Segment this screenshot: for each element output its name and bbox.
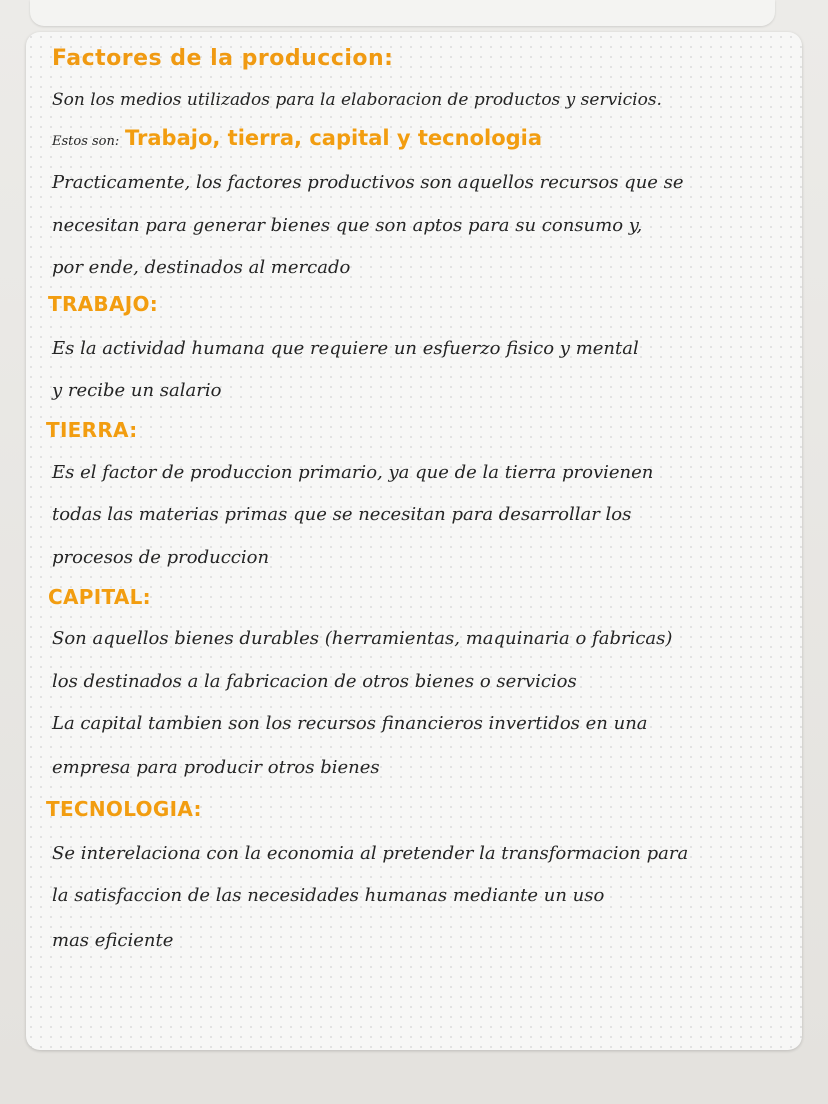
page-title: Factores de la produccion: xyxy=(52,46,394,71)
heading-trabajo: TRABAJO: xyxy=(48,292,159,316)
capital-line-4: empresa para producir otros bienes xyxy=(52,757,380,778)
tierra-line-1: Es el factor de produccion primario, ya que de la tierra provienen xyxy=(52,462,654,483)
tecnologia-line-3: mas eficiente xyxy=(52,930,174,951)
intro-line-1: Son los medios utilizados para la elaboracion de productos y servicios. xyxy=(52,90,662,110)
intro-line-3: Practicamente, los factores productivos son aquellos recursos que se xyxy=(52,172,684,193)
heading-tecnologia: TECNOLOGIA: xyxy=(46,797,202,821)
trabajo-line-1: Es la actividad humana que requiere un esfuerzo fisico y mental xyxy=(52,338,639,359)
trabajo-line-2: y recibe un salario xyxy=(52,380,222,401)
tierra-line-2: todas las materias primas que se necesitan para desarrollar los xyxy=(52,504,632,525)
heading-capital: CAPITAL: xyxy=(48,585,151,609)
capital-line-1: Son aquellos bienes durables (herramientas, maquinaria o fabricas) xyxy=(52,628,673,649)
capital-line-2: los destinados a la fabricacion de otros bienes o servicios xyxy=(52,671,577,692)
factors-list: Trabajo, tierra, capital y tecnologia xyxy=(125,126,543,150)
intro-line-4: necesitan para generar bienes que son aptos para su consumo y, xyxy=(52,215,643,236)
notebook-page xyxy=(26,32,802,1050)
intro-line-5: por ende, destinados al mercado xyxy=(52,257,351,278)
heading-tierra: TIERRA: xyxy=(46,418,138,442)
capital-line-3: La capital tambien son los recursos financieros invertidos en una xyxy=(52,713,648,734)
tecnologia-line-2: la satisfaccion de las necesidades humanas mediante un uso xyxy=(52,885,605,906)
intro-line-2 xyxy=(52,126,542,150)
tecnologia-line-1: Se interelaciona con la economia al pretender la transformacion para xyxy=(52,843,689,864)
previous-page-edge xyxy=(30,0,775,26)
tierra-line-3: procesos de produccion xyxy=(52,547,270,568)
intro-lead: Estos son: xyxy=(52,134,120,149)
